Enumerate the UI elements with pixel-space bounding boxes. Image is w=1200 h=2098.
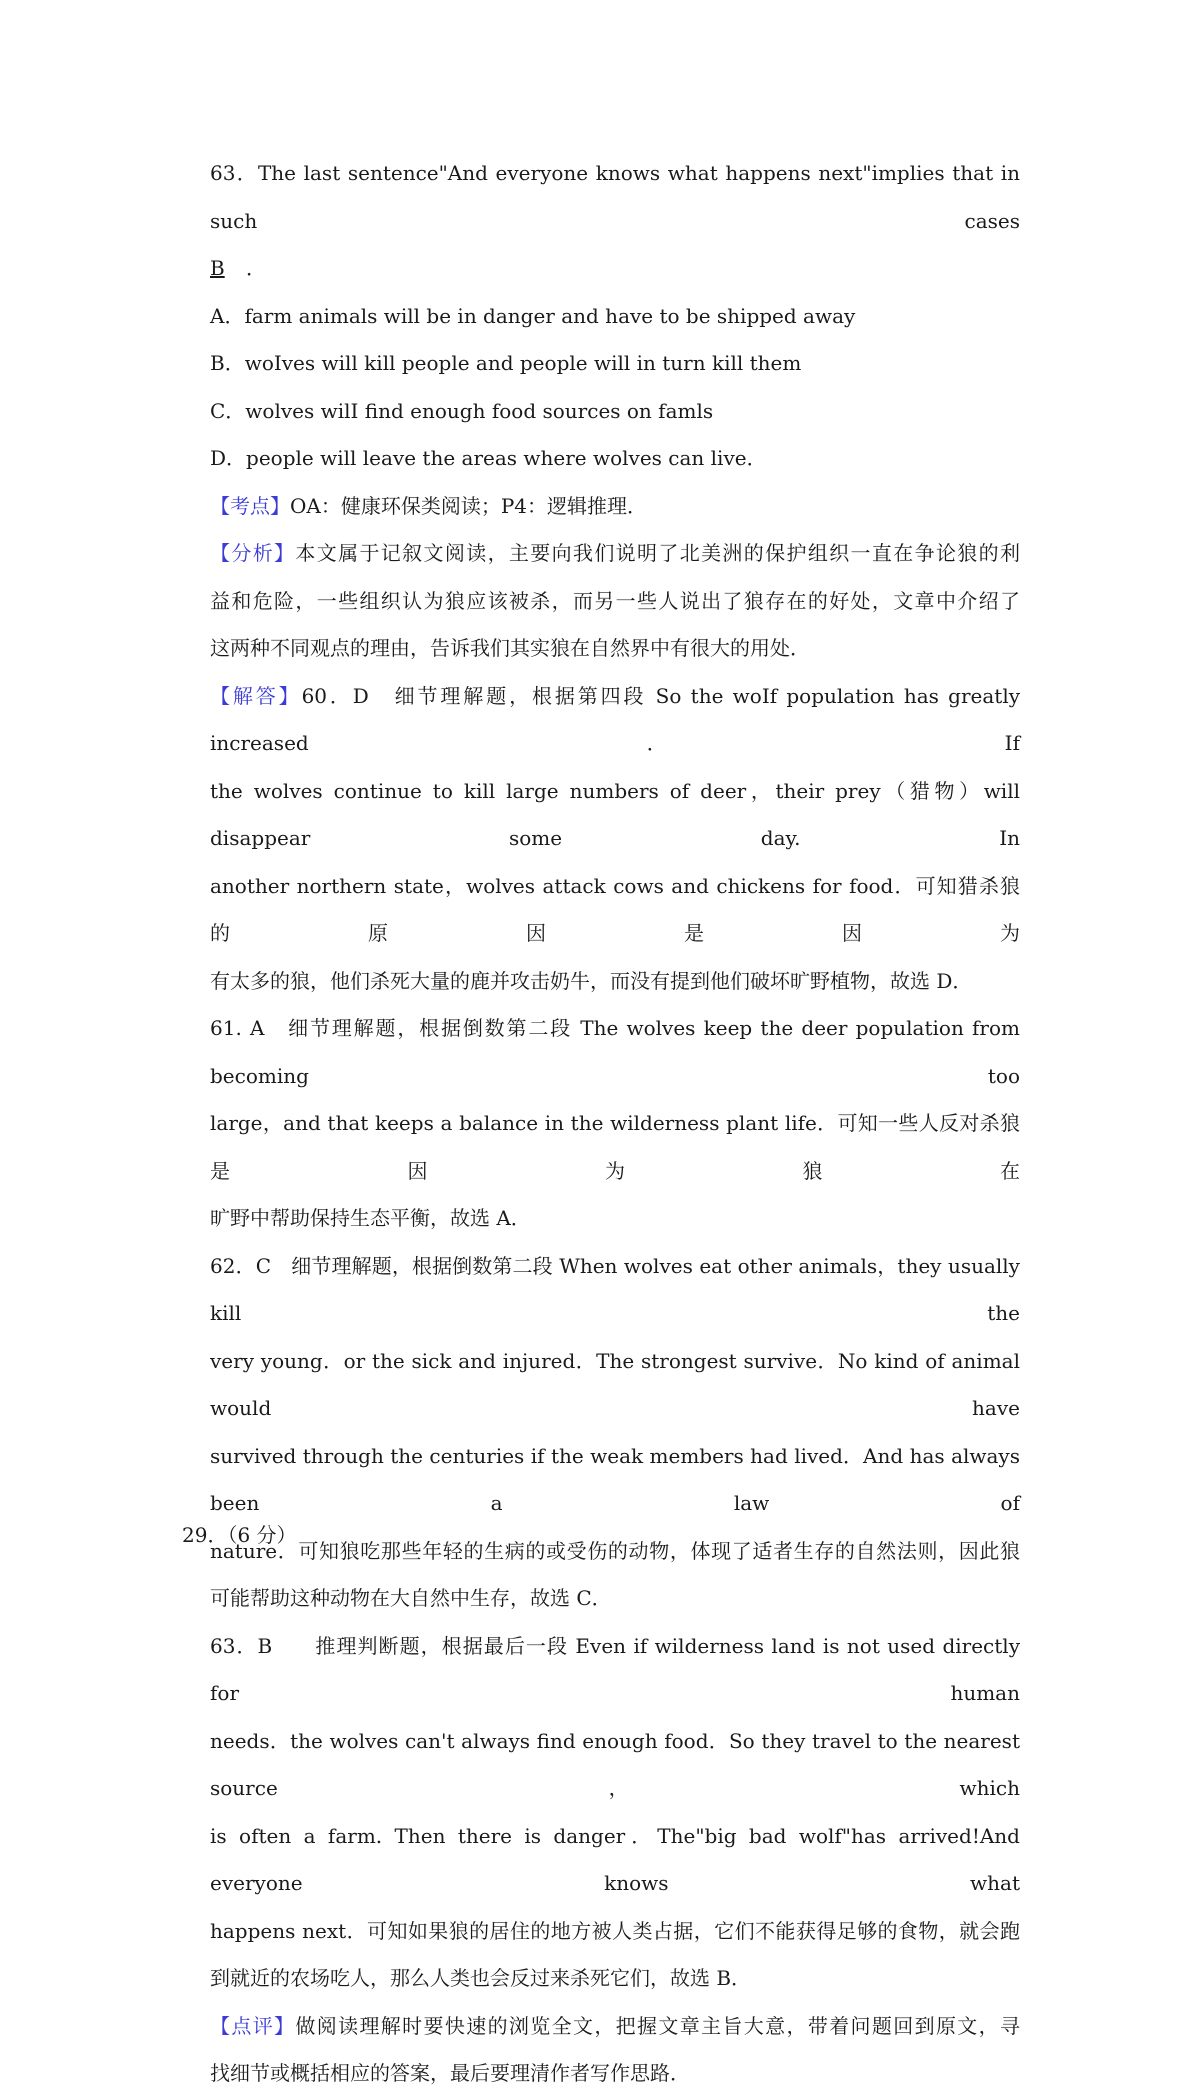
jieda-line-3: another northern state，wolves attack cows and chickens for food．可知猎杀狼的原因是因为 — [210, 873, 1020, 945]
jieda-line-5: 61. A 细节理解题，根据倒数第二段 The wolves keep the deer population from becoming too — [210, 1016, 1020, 1088]
jieda-line-16: happens next．可知如果狼的居住的地方被人类占据，它们不能获得足够的食物，就会跑 — [210, 1918, 1020, 1943]
dianping-tag: 【点评】 — [210, 2013, 296, 2038]
option-c: C．wolves wilI find enough food sources on famls — [210, 398, 714, 423]
jieda-tag: 【解答】 — [210, 683, 302, 708]
jieda-line-13: 63．B 推理判断题，根据最后一段 Even if wilderness land is not used directly for human — [210, 1633, 1020, 1705]
dianping-line-2: 找细节或概括相应的答案，最后要理清作者写作思路． — [210, 2061, 690, 2085]
jieda-line-10: survived through the centuries if the weak members had lived．And has always been a law of — [210, 1443, 1020, 1515]
question-blank-line — [210, 245, 1020, 293]
fenxi-line-2: 益和危险，一些组织认为狼应该被杀，而另一些人说出了狼存在的好处，文章中介绍了 — [210, 588, 1020, 613]
option-b: B．woIves will kill people and people will in turn kill them — [210, 351, 802, 375]
dianping-line-1 — [210, 2003, 1020, 2051]
answer-explanation — [210, 150, 1020, 2098]
fenxi-text: 本文属于记叙文阅读，主要向我们说明了北美洲的保护组织一直在争论狼的利 — [295, 541, 1021, 565]
blank-answer: B — [210, 256, 225, 280]
blank-suffix: ． — [246, 256, 266, 280]
jieda-line-15: is often a farm. Then there is danger．The"big bad wolf"has arrived!And everyone knows what — [210, 1823, 1020, 1895]
jieda-line-14: needs．the wolves can't always find enough food．So they travel to the nearest source，which — [210, 1728, 1020, 1800]
fenxi-line-3: 这两种不同观点的理由，告诉我们其实狼在自然界中有很大的用处． — [210, 636, 810, 660]
kaodian-text: OA：健康环保类阅读；P4：逻辑推理． — [290, 493, 648, 518]
jieda-line-1 — [210, 673, 1020, 768]
kaodian-tag: 【考点】 — [210, 493, 290, 518]
question-stem: 63．The last sentence"And everyone knows what happens next"implies that in such cases — [210, 161, 1020, 233]
jieda-line-11: nature．可知狼吃那些年轻的生病的或受伤的动物，体现了适者生存的自然法则，因此狼 — [210, 1538, 1020, 1563]
jieda-line-12: 可能帮助这种动物在大自然中生存，故选 C． — [210, 1586, 612, 1610]
fenxi-line-1 — [210, 530, 1020, 578]
jieda-line-4: 有太多的狼，他们杀死大量的鹿并攻击奶牛，而没有提到他们破坏旷野植物，故选 D． — [210, 968, 973, 993]
kaodian-section — [210, 483, 1020, 531]
jieda-line-6: large，and that keeps a balance in the wilderness plant life．可知一些人反对杀狼是因为狼在 — [210, 1111, 1020, 1183]
jieda-line-9: very young．or the sick and injured．The strongest survive．No kind of animal would have — [210, 1348, 1020, 1420]
next-question-number: 29．（6 分） — [182, 1523, 297, 1547]
dianping-text: 做阅读理解时要快速的浏览全文，把握文章主旨大意，带着问题回到原文，寻 — [295, 2013, 1021, 2038]
jieda-line-2: the wolves continue to kill large numbers of deer，their prey（猎物）will disappear some day. In — [210, 778, 1020, 850]
jieda-line-8: 62．C 细节理解题，根据倒数第二段 When wolves eat other animals，they usually kill the — [210, 1253, 1020, 1325]
jieda-line-17: 到就近的农场吃人，那么人类也会反过来杀死它们，故选 B． — [210, 1966, 752, 1990]
jieda-text: 60．D 细节理解题，根据第四段 So the woIf population has greatly increased．If — [210, 683, 1021, 755]
fenxi-tag: 【分析】 — [210, 541, 296, 565]
jieda-line-7: 旷野中帮助保持生态平衡，故选 A． — [210, 1206, 531, 1230]
option-a: A．farm animals will be in danger and have to be shipped away — [210, 303, 856, 328]
option-d: D．people will leave the areas where wolves can live． — [210, 446, 767, 470]
